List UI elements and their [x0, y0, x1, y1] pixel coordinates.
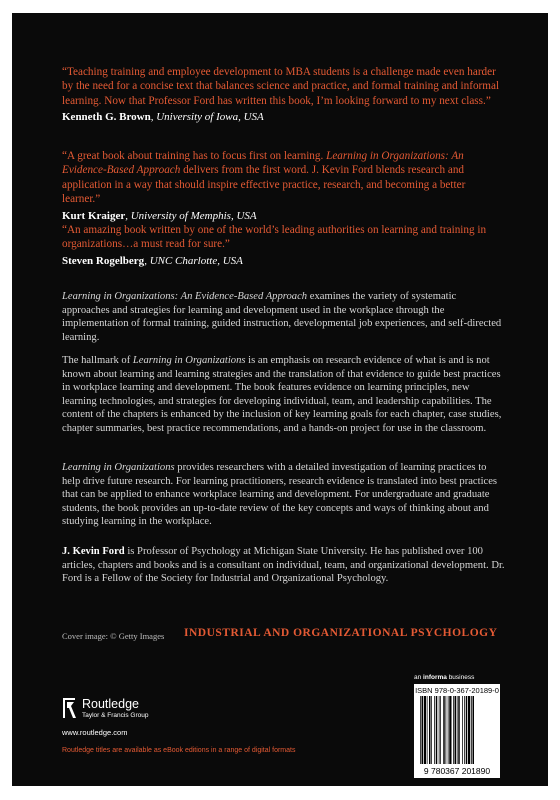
publisher-website: www.routledge.com	[62, 728, 128, 737]
reviewer-name: Kurt Kraiger	[62, 209, 126, 222]
barcode-bar	[455, 696, 457, 764]
barcode-bar	[462, 696, 463, 764]
reviewer-affiliation: , University of Memphis, USA	[125, 209, 257, 222]
barcode-bar	[434, 696, 435, 764]
barcode-bar	[439, 696, 440, 764]
barcode-bar	[424, 696, 426, 764]
barcode-bar	[443, 696, 445, 764]
barcode-bar	[458, 696, 460, 764]
isbn-text: ISBN 978-0-367-20189-0	[415, 686, 499, 695]
quote-2	[62, 149, 502, 223]
book-title-italic: Learning in Organizations: An Evidence-Based Approach	[62, 150, 464, 177]
author-bio	[62, 545, 506, 586]
barcode-bar	[473, 696, 475, 764]
routledge-mark-icon	[62, 697, 78, 719]
quote-text-part: delivers from the first word. J. Kevin Ford blends research and application in a way that should inspire effective practice, research, and becoming a better learner.”	[62, 164, 466, 206]
barcode-bar	[431, 696, 432, 764]
quote-text	[62, 149, 502, 207]
barcode-bar	[427, 696, 428, 764]
paragraph-text: provides researchers with a detailed investigation of learning practices to help drive future research. For learning practitioners, research evidence is translated into best practices that can be applied to enhance workplace learning and development. For undergraduate and graduate students, the book provides an up-to-date review of the key concepts and ways of thinking about and studying learning in the workplace.	[62, 462, 498, 528]
quote-text: “Teaching training and employee development to MBA students is a challenge made even harder by the need for a concise text that balances science and practice, and formal training and informal learning. Now that Professor Ford has written this book, I’m looking forward to my next class.”	[62, 66, 500, 107]
book-title-italic: Learning in Organizations: An Evidence-Based Approach	[62, 291, 308, 302]
barcode-bar	[453, 696, 454, 764]
reviewer-affiliation: , University of Iowa, USA	[150, 111, 264, 124]
quote-attribution	[62, 209, 502, 223]
paragraph-text: examines the variety of systematic approaches and strategies for learning and development used in the workplace through the implementation of formal training, guided instruction, developmental job experiences, and self-directed learning.	[62, 291, 502, 343]
barcode-bar	[449, 696, 451, 764]
reviewer-name: Steven Rogelberg	[62, 254, 145, 267]
barcode-bar	[464, 696, 465, 764]
informa-business-tag	[414, 674, 474, 681]
barcode-bar	[429, 696, 431, 764]
barcode-bar	[436, 696, 438, 764]
paragraph-text: The hallmark of	[62, 355, 133, 366]
barcode-bar	[420, 696, 421, 764]
description-paragraph-1	[62, 290, 506, 344]
barcode-bar	[468, 696, 470, 764]
barcode-bar	[448, 696, 449, 764]
quote-text: “An amazing book written by one of the world’s leading authorities on learning and training in organizations…a must read for sure.”	[62, 224, 487, 251]
barcode-bar	[471, 696, 472, 764]
paragraph-text: is Professor of Psychology at Michigan State University. He has published over 100 articles, chapters and books and is a consultant on individual, team, and organizational development. Dr. Ford is a Fellow of the Society for Industrial and Organizational Psychology.	[62, 546, 505, 585]
informa-suffix: business	[446, 674, 475, 681]
quote-attribution	[62, 110, 502, 124]
quote-text-part: “A great book about training has to focus first on learning.	[62, 150, 327, 162]
barcode-digits: 9 780367 201890	[423, 766, 491, 776]
description-paragraph-2	[62, 354, 506, 436]
book-title-italic: Learning in Organizations	[62, 462, 175, 473]
barcode-graphic	[418, 696, 496, 776]
ebook-note: Routledge titles are available as eBook editions in a range of digital formats	[62, 747, 296, 754]
barcode	[414, 684, 500, 778]
barcode-bar	[446, 696, 447, 764]
subject-category: INDUSTRIAL AND ORGANIZATIONAL PSYCHOLOGY	[184, 627, 498, 639]
back-cover	[12, 13, 548, 786]
author-name: J. Kevin Ford	[62, 546, 125, 557]
reviewer-affiliation: , UNC Charlotte, USA	[144, 254, 243, 267]
barcode-bar	[457, 696, 458, 764]
quote-attribution	[62, 254, 502, 268]
cover-credit: Cover image: © Getty Images	[62, 631, 165, 641]
informa-prefix: an	[414, 674, 424, 681]
quote-1	[62, 65, 502, 124]
barcode-bar	[422, 696, 424, 764]
routledge-logo	[62, 697, 212, 721]
barcode-bar	[440, 696, 441, 764]
book-title-italic: Learning in Organizations	[132, 355, 246, 366]
paragraph-text: is an emphasis on research evidence of what is and is not known about learning and learning strategies and the translation of that evidence to guide best practices in workplace learning and development. The book features evidence on learning principles, new learning technologies, and strategies for developing individual, team, and leadership capabilities. The content of the chapters is enhanced by the inclusion of key learning goals for each chapter, case studies, chapter summaries, best practice recommendations, and a hands-on project for use in the classroom.	[62, 355, 502, 434]
barcode-bar	[466, 696, 468, 764]
informa-brand: informa	[423, 674, 447, 681]
quote-3	[62, 223, 502, 268]
reviewer-name: Kenneth G. Brown	[62, 111, 151, 124]
publisher-name: Routledge	[82, 697, 139, 711]
publisher-group: Taylor & Francis Group	[82, 712, 149, 719]
description-paragraph-3	[62, 461, 506, 529]
